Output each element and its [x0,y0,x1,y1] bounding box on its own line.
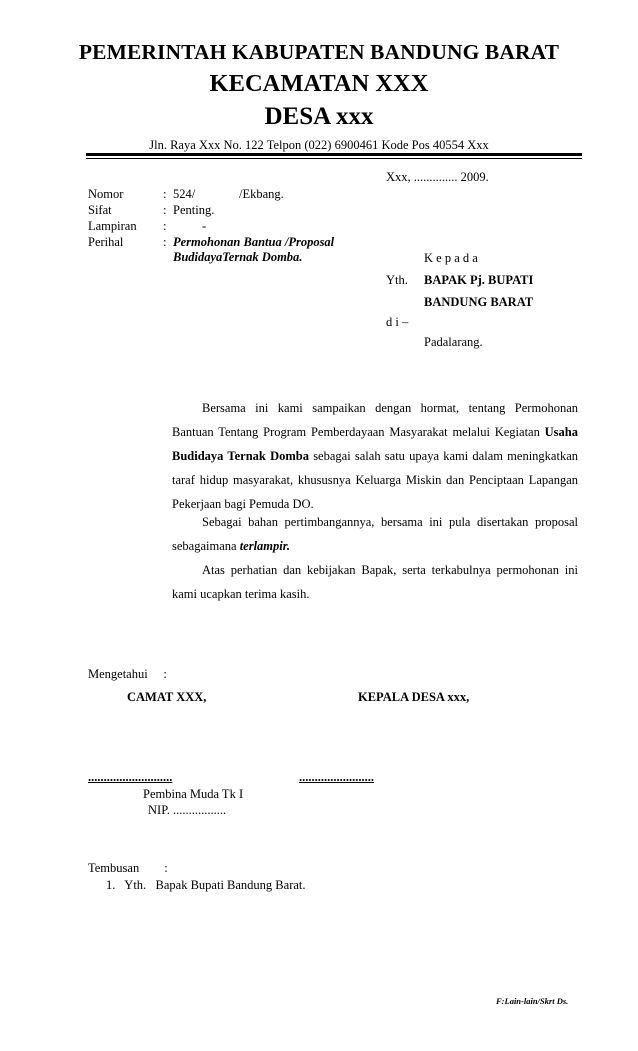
body-paragraph-3 [172,558,578,606]
mengetahui-label: Mengetahui : [88,667,167,681]
signature-left-dots: ........................... [88,770,173,784]
meta-value-sifat: Penting. [173,203,215,217]
meta-sep: : [163,219,167,233]
meta-value-perihal-line-2: BudidayaTernak Domba. [173,250,303,264]
signature-rank: Pembina Muda Tk I [143,787,244,801]
meta-value-lampiran: - [202,219,207,233]
body-p3-text: Atas perhatian dan kebijakan Bapak, serta terkabulnya permohonan ini kami ucapkan terima kasih. [172,563,578,601]
body-p2-italic: terlampir. [239,539,291,553]
recipient-name-1: BAPAK Pj. BUPATI [424,273,534,287]
meta-value-perihal: Permohonan Bantua /Proposal [173,235,335,249]
kop-line-1: PEMERINTAH KABUPATEN BANDUNG BARAT [78,40,560,64]
recipient-yth: Yth. [386,273,408,287]
meta-value-nomor: 524/ /Ekbang. [173,187,284,201]
body-paragraph-2 [172,510,578,558]
kop-rule-thin [86,158,582,159]
recipient-name-2: BANDUNG BARAT [424,295,534,309]
recipient-di: d i – [386,315,409,329]
tembusan-item: 1. Yth. Bapak Bupati Bandung Barat. [106,878,306,892]
body-p2-text-a: Sebagai bahan pertimbangannya, bersama ini pula disertakan proposal sebagaimana [172,515,578,553]
body-paragraph-1 [172,396,578,516]
signature-right-dots: ........................ [299,770,374,784]
meta-sep: : [163,203,167,217]
signature-left-title: CAMAT XXX, [127,690,207,704]
meta-label-lampiran: Lampiran [88,219,137,233]
body-p1-text-a: Bersama ini kami sampaikan dengan hormat, tentang Permohonan Bantuan Tentang Program Pemberdayaan Masyarakat melalui Kegiatan [172,401,578,439]
recipient-kepada: K e p a d a [424,251,478,265]
meta-label-sifat: Sifat [88,203,112,217]
tembusan-label: Tembusan : [88,861,168,875]
meta-label-perihal: Perihal [88,235,124,249]
recipient-place: Padalarang. [424,335,483,349]
letter-date: Xxx, .............. 2009. [386,170,489,184]
signature-nip: NIP. ................. [148,803,227,817]
body-p1-bold: Usaha Budidaya Ternak Domba [172,425,578,463]
footer-file-path: F:Lain-lain/Skrt Ds. [496,996,569,1006]
meta-label-nomor: Nomor [88,187,124,201]
kop-rule-thick [86,153,582,156]
kop-line-2: KECAMATAN XXX [209,70,429,97]
kop-address: Jln. Raya Xxx No. 122 Telpon (022) 6900461 Kode Pos 40554 Xxx [149,138,489,152]
signature-right-title: KEPALA DESA xxx, [358,690,470,704]
body-p1-text-c: sebagai salah satu upaya kami dalam meningkatkan taraf hidup masyarakat, khususnya Keluarga Miskin dan Penciptaan Lapangan Pekerjaan bagi Pemuda DO. [172,449,578,511]
meta-sep: : [163,235,167,249]
kop-line-3: DESA xxx [264,103,374,130]
meta-sep: : [163,187,167,201]
